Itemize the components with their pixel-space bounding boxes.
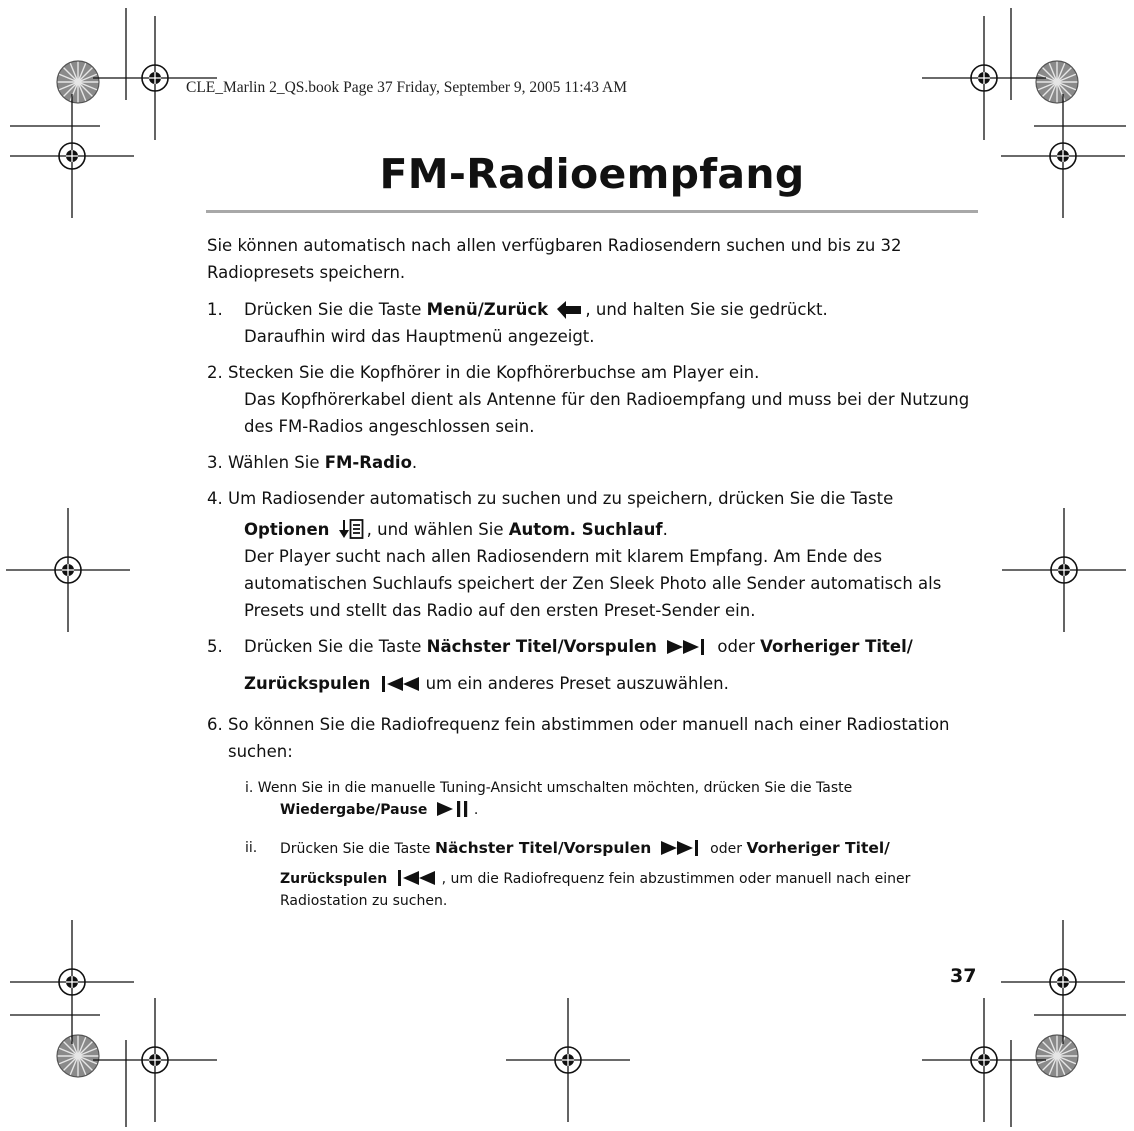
key-label: Optionen (244, 520, 330, 539)
key-label: Menü/Zurück (426, 300, 549, 319)
step-number: 6. (207, 715, 223, 734)
substep-ii: ii. Drücken Sie die Taste Nächster Titel/Vorspulen oder Vorheriger Titel/ Zurückspulen , um die Radiofrequenz fein abzustimmen oder manuell nach einer Radiostation zu suchen. (245, 839, 911, 909)
key-label: Wiedergabe/Pause (280, 802, 428, 818)
registration-mark (10, 920, 134, 1044)
step-number: 3. (207, 453, 223, 472)
registration-mark (1001, 920, 1125, 1044)
step-2: 2. Stecken Sie die Kopfhörer in die Kopfhörerbuchse am Player ein. Das Kopfhörerkabel dient als Antenne für den Radioempfang und muss bei der Nutzung des FM-Radios angeschlossen sein. (207, 359, 977, 440)
step-number: 5. (207, 637, 223, 656)
back-arrow-icon (556, 300, 582, 320)
color-target-top-right (1036, 61, 1078, 103)
options-menu-icon (338, 518, 364, 540)
menu-label: FM-Radio (324, 453, 412, 472)
next-track-icon (659, 838, 703, 858)
page-title: FM-Radioempfang (379, 150, 805, 198)
previous-track-icon (379, 674, 423, 694)
registration-mark (10, 94, 134, 218)
title-rule (206, 210, 978, 213)
step-note: Das Kopfhörerkabel dient als Antenne für den Radioempfang und muss bei der Nutzung des FM-Radios angeschlossen sein. (244, 390, 970, 436)
registration-mark (506, 998, 630, 1122)
key-label: Vorheriger Titel/ (746, 839, 890, 857)
next-track-icon (665, 637, 709, 657)
registration-mark (93, 16, 217, 140)
registration-mark (1002, 508, 1126, 632)
color-target-bottom-right (1036, 1035, 1078, 1077)
previous-track-icon (395, 868, 439, 888)
step-note: Daraufhin wird das Hauptmenü angezeigt. (244, 327, 595, 346)
main-content (207, 232, 977, 912)
menu-label: Autom. Suchlauf (508, 520, 663, 539)
color-target-bottom-left (57, 1035, 99, 1077)
step-3: 3. Wählen Sie FM-Radio. (207, 449, 977, 476)
key-label: Zurückspulen (244, 674, 371, 693)
step-4: 4. Um Radiosender automatisch zu suchen und zu speichern, drücken Sie die Taste Optionen , und wählen Sie Autom. Suchlauf. Der Player sucht nach allen Radiosendern mit klarem Empfang. Am Ende des automatischen Suchlaufs speichert der Zen Sleek Photo alle Sender automatisch als Presets und stellt das Radio auf den ersten Preset-Sender ein. (207, 485, 977, 624)
print-header: CLE_Marlin 2_QS.book Page 37 Friday, September 9, 2005 11:43 AM (186, 79, 628, 96)
key-label: Vorheriger Titel/ (760, 637, 913, 656)
page-number: 37 (950, 965, 977, 987)
step-6: 6. So können Sie die Radiofrequenz fein abstimmen oder manuell nach einer Radiostation suchen: (207, 711, 977, 765)
substep-number: i. (245, 780, 254, 796)
registration-mark (93, 998, 217, 1122)
key-label: Nächster Titel/Vorspulen (435, 839, 652, 857)
registration-mark (6, 508, 130, 632)
color-target-top-left (57, 61, 99, 103)
key-label: Zurückspulen (280, 871, 388, 887)
registration-mark (922, 998, 1046, 1122)
key-label: Nächster Titel/Vorspulen (426, 637, 657, 656)
registration-mark (922, 16, 1046, 140)
step-note: Der Player sucht nach allen Radiosendern mit klarem Empfang. Am Ende des automatischen Suchlaufs speichert der Zen Sleek Photo alle Sender automatisch als Presets und stellt das Radio auf den ersten Preset-Sender ein. (244, 547, 942, 620)
registration-mark (1001, 94, 1125, 218)
intro-paragraph: Sie können automatisch nach allen verfügbaren Radiosendern suchen und bis zu 32 Radiopresets speichern. (207, 236, 902, 282)
step-1: 1. Drücken Sie die Taste Menü/Zurück , und halten Sie sie gedrückt. Daraufhin wird das Hauptmenü angezeigt. (207, 296, 977, 350)
step-number: 4. (207, 489, 223, 508)
substep-i: i. Wenn Sie in die manuelle Tuning-Ansicht umschalten möchten, drücken Sie die Taste Wiedergabe/Pause . (245, 780, 853, 818)
step-number: 1. (207, 300, 223, 319)
step-number: 2. (207, 363, 223, 382)
step-5: 5. Drücken Sie die Taste Nächster Titel/Vorspulen oder Vorheriger Titel/ Zurückspulen um ein anderes Preset auszuwählen. (207, 633, 977, 697)
substep-number: ii. (245, 840, 258, 856)
play-pause-icon (435, 799, 471, 819)
